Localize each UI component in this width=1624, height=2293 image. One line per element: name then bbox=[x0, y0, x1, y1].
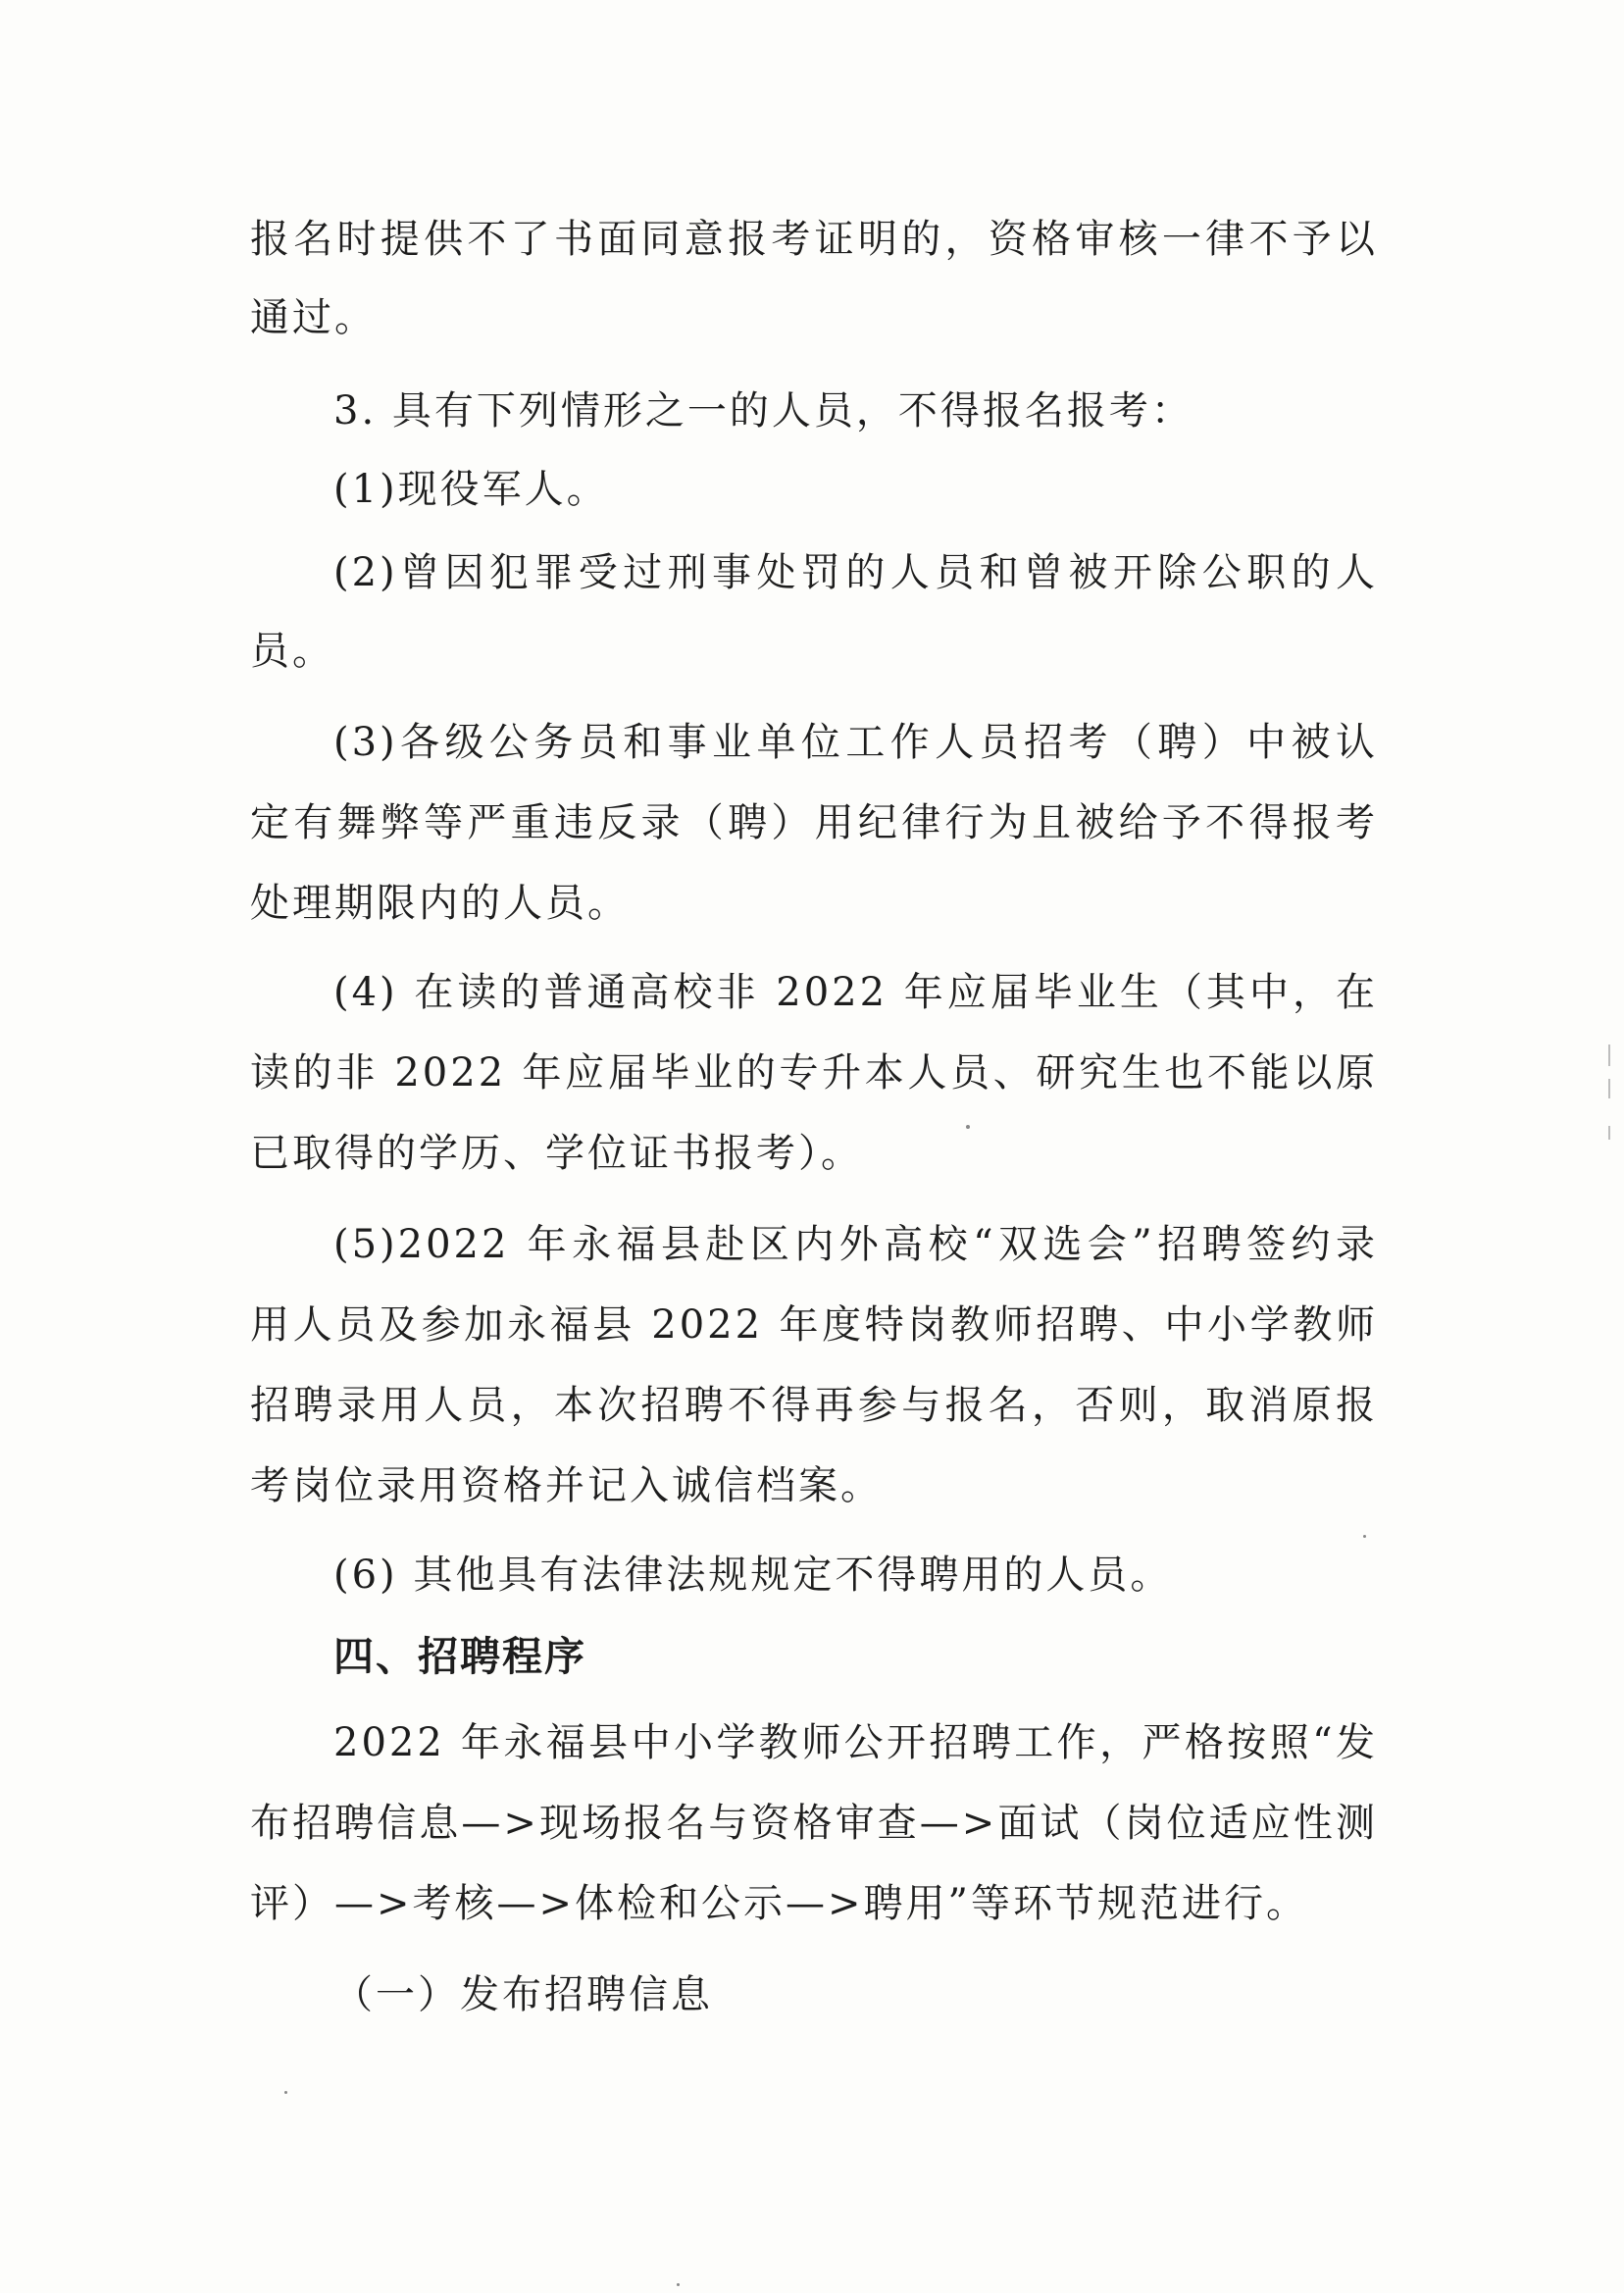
sub-item-5: (5)2022 年永福县赴区内外高校“双选会”招聘签约录 bbox=[333, 1222, 1378, 1267]
subsection-heading: （一）发布招聘信息 bbox=[333, 1972, 713, 2017]
sub-item-1: (1)现役军人。 bbox=[333, 467, 609, 512]
scan-edge-mark bbox=[1608, 1079, 1610, 1098]
body-text-line: 布招聘信息—>现场报名与资格审查—>面试（岗位适应性测 bbox=[250, 1801, 1378, 1846]
sub-item-4-cont: 已取得的学历、学位证书报考）。 bbox=[250, 1131, 863, 1176]
sub-item-5-cont: 用人员及参加永福县 2022 年度特岗教师招聘、中小学教师 bbox=[250, 1302, 1378, 1348]
sub-item-3-cont: 处理期限内的人员。 bbox=[250, 881, 630, 926]
scan-speck bbox=[1363, 1535, 1366, 1538]
sub-item-4-cont: 读的非 2022 年应届毕业的专升本人员、研究生也不能以原 bbox=[250, 1050, 1378, 1096]
scan-edge-mark bbox=[1608, 1045, 1610, 1066]
body-text-line: 2022 年永福县中小学教师公开招聘工作，严格按照“发 bbox=[333, 1720, 1378, 1765]
section-heading: 四、招聘程序 bbox=[333, 1633, 586, 1680]
scan-speck bbox=[677, 2283, 680, 2286]
body-text-line: 评）—>考核—>体检和公示—>聘用”等环节规范进行。 bbox=[250, 1881, 1308, 1926]
body-text-line: 报名时提供不了书面同意报考证明的，资格审核一律不予以 bbox=[250, 217, 1378, 262]
body-text-line: 通过。 bbox=[250, 295, 377, 340]
sub-item-2: (2)曾因犯罪受过刑事处罚的人员和曾被开除公职的人 bbox=[333, 550, 1378, 595]
sub-item-4: (4) 在读的普通高校非 2022 年应届毕业生（其中，在 bbox=[333, 970, 1378, 1015]
scan-speck bbox=[284, 2091, 287, 2094]
sub-item-6: (6) 其他具有法律法规规定不得聘用的人员。 bbox=[333, 1553, 1173, 1598]
sub-item-3: (3)各级公务员和事业单位工作人员招考（聘）中被认 bbox=[333, 720, 1378, 765]
scan-edge-mark bbox=[1608, 1126, 1610, 1140]
sub-item-5-cont: 招聘录用人员，本次招聘不得再参与报名，否则，取消原报 bbox=[250, 1383, 1378, 1428]
sub-item-2-cont: 员。 bbox=[250, 629, 334, 674]
sub-item-3-cont: 定有舞弊等严重违反录（聘）用纪律行为且被给予不得报考 bbox=[250, 800, 1378, 845]
list-item-3: 3. 具有下列情形之一的人员，不得报名报考： bbox=[333, 388, 1193, 433]
sub-item-5-cont: 考岗位录用资格并记入诚信档案。 bbox=[250, 1463, 883, 1508]
scan-speck bbox=[966, 1125, 970, 1129]
